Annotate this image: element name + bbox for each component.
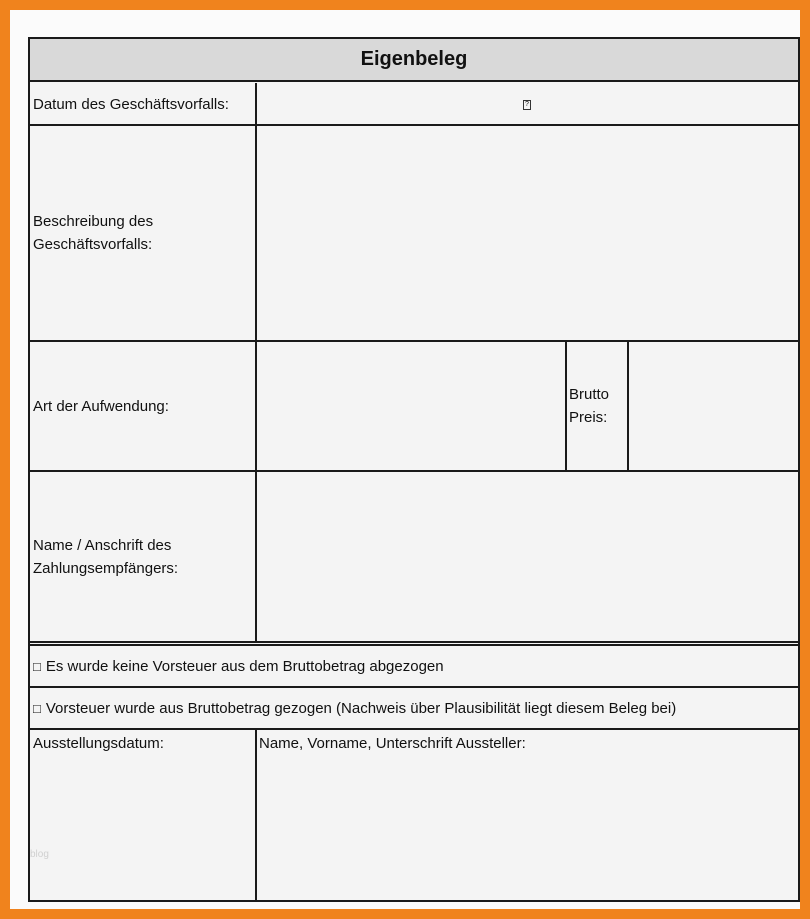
gross-price-label-line2: Preis: [569,409,608,426]
issuer-label: Name, Vorname, Unterschrift Aussteller: [259,735,526,752]
payee-label [30,472,256,641]
description-field[interactable] [256,126,798,340]
payee-label-line1: Name / Anschrift des [33,536,172,554]
receipt-form [28,37,800,902]
date-field[interactable] [256,84,798,125]
checkbox-icon: □ [33,658,41,674]
checkbox-no-vat-label: Es wurde keine Vorsteuer aus dem Bruttobetrag abgezogen [45,657,444,675]
gross-price-label [566,342,628,470]
watermark: blog [30,849,49,860]
gross-price-field[interactable] [628,342,798,470]
checkbox-icon: □ [33,700,41,716]
placeholder-glyph-icon: ? [523,100,531,110]
checkbox-vat-label: Vorsteuer wurde aus Bruttobetrag gezogen (Nachweis über Plausibilität liegt diesem Beleg bei) [45,699,677,717]
description-label-line1: Beschreibung des [33,213,154,230]
gross-price-label-line1: Brutto [569,386,610,403]
description-label [30,126,256,340]
issue-date-field[interactable] [30,730,256,900]
payee-label-line2: Zahlungsempfängers: [33,559,179,577]
checkbox-vat[interactable] [30,688,798,728]
expense-type-field[interactable] [256,342,566,470]
form-title: Eigenbeleg [30,39,798,82]
description-label-line2: Geschäftsvorfalls: [33,236,153,253]
checkbox-no-vat[interactable] [30,646,798,686]
date-label: Datum des Geschäftsvorfalls: [33,96,229,113]
expense-type-label: Art der Aufwendung: [33,397,169,415]
payee-field[interactable] [256,472,798,641]
issuer-signature-field[interactable] [256,730,798,900]
issue-date-label: Ausstellungsdatum: [33,735,164,752]
